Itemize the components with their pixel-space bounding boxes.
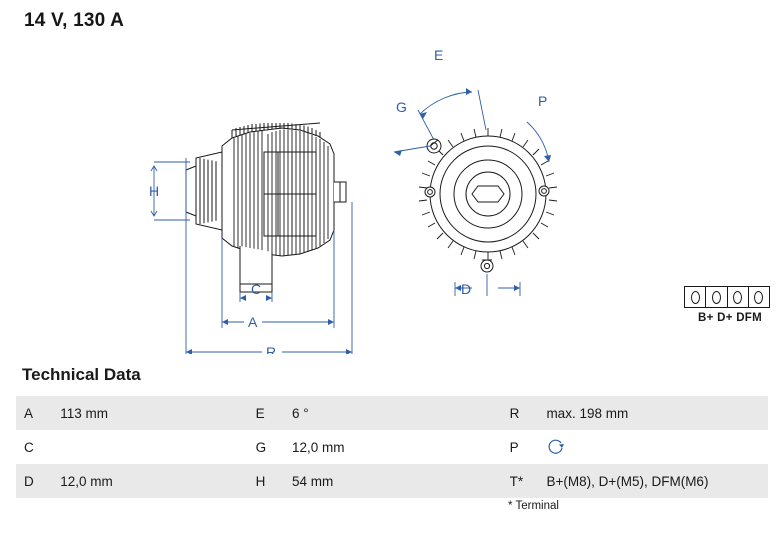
label-p: P	[538, 93, 548, 109]
label-r: R	[266, 344, 277, 354]
cell-key-d: D	[16, 464, 52, 498]
terminal-cell-4	[749, 287, 769, 307]
cell-key-p: P	[509, 439, 519, 455]
terminal-cell-2	[706, 287, 727, 307]
cell-value-d: 12,0 mm	[52, 464, 239, 498]
technical-data-table	[16, 396, 768, 498]
alternator-drawing-svg	[0, 34, 784, 354]
terminal-hole-icon	[733, 291, 742, 304]
table-row	[16, 396, 768, 430]
terminal-footnote: * Terminal	[508, 500, 559, 512]
terminal-hole-icon	[712, 291, 721, 304]
cell-value-p	[538, 430, 768, 464]
terminal-diagram	[684, 286, 776, 324]
terminal-boxes	[684, 286, 770, 308]
pulley-group	[186, 152, 222, 230]
cell-value-c	[52, 430, 239, 464]
terminal-cell-1	[685, 287, 706, 307]
cell-value-a: 113 mm	[52, 396, 239, 430]
rotation-direction-icon	[546, 438, 566, 456]
alternator-body	[222, 123, 346, 292]
cell-key-h: H	[240, 464, 284, 498]
terminal-hole-icon	[754, 291, 763, 304]
cell-key-c: C	[24, 439, 34, 455]
label-c: C	[251, 281, 262, 297]
technical-drawing	[0, 34, 784, 354]
cell-value-g: 12,0 mm	[291, 439, 345, 455]
label-a: A	[248, 314, 258, 330]
label-d: D	[461, 281, 472, 297]
cell-value-t: B+(M8), D+(M5), DFM(M6)	[538, 464, 768, 498]
alternator-front-view	[419, 128, 557, 272]
cell-value-h: 54 mm	[284, 464, 494, 498]
cell-value-r: max. 198 mm	[538, 396, 768, 430]
technical-data-heading: Technical Data	[22, 365, 141, 384]
label-h: H	[149, 183, 160, 199]
cell-key-g: G	[255, 439, 267, 455]
page-title: 14 V, 130 A	[24, 10, 125, 31]
table-row	[16, 430, 768, 464]
terminal-labels: B+ D+ DFM	[697, 312, 763, 324]
terminal-hole-icon	[691, 291, 700, 304]
terminal-cell-3	[728, 287, 749, 307]
label-g: G	[396, 99, 407, 115]
table-row	[16, 464, 768, 498]
label-e: E	[434, 47, 444, 63]
cell-value-e: 6 °	[284, 396, 494, 430]
cell-key-e: E	[240, 396, 284, 430]
cell-key-a: A	[16, 396, 52, 430]
cell-key-r: R	[494, 396, 539, 430]
cell-key-t: T*	[494, 464, 539, 498]
